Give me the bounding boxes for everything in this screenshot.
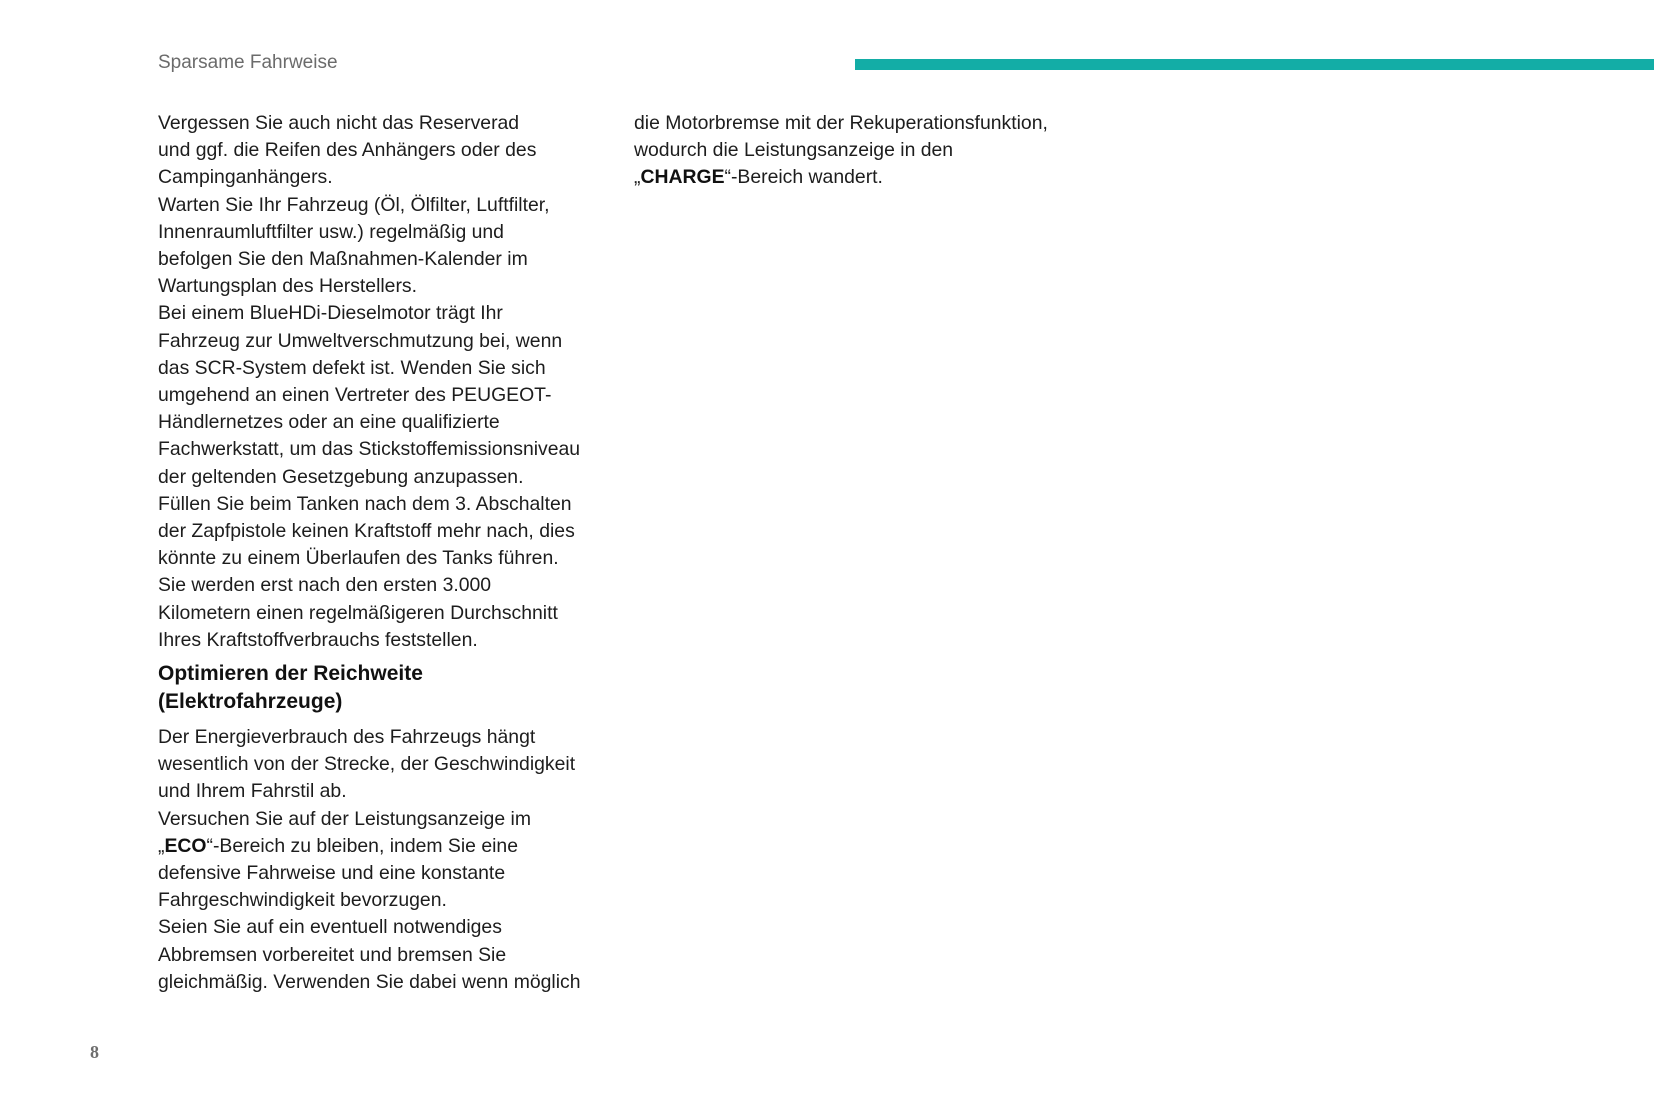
text-line: und Ihrem Fahrstil ab. <box>158 780 347 803</box>
text-line: der Zapfpistole keinen Kraftstoff mehr nach, dies <box>158 520 575 543</box>
header-accent-bar <box>855 59 1654 70</box>
text-line: der geltenden Gesetzgebung anzupassen. <box>158 465 524 488</box>
paragraph-block-2 <box>158 724 613 996</box>
quote-open: „ <box>158 834 165 857</box>
text-line: Innenraumluftfilter usw.) regelmäßig und <box>158 220 504 243</box>
paragraph-block-1 <box>158 110 613 654</box>
text-line: Ihres Kraftstoffverbrauchs feststellen. <box>158 628 478 651</box>
section-title: Sparsame Fahrweise <box>158 52 338 73</box>
eco-suffix: “-Bereich zu bleiben, indem Sie eine <box>206 834 518 857</box>
heading-line-2: (Elektrofahrzeuge) <box>158 690 343 714</box>
text-line: Füllen Sie beim Tanken nach dem 3. Abschalten <box>158 492 572 515</box>
left-column <box>158 110 613 996</box>
text-line-charge <box>634 164 1094 191</box>
text-line: wesentlich von der Strecke, der Geschwindigkeit <box>158 753 576 776</box>
text-line: Warten Sie Ihr Fahrzeug (Öl, Ölfilter, Luftfilter, <box>158 193 550 216</box>
page-number: 8 <box>90 1042 99 1062</box>
eco-label: ECO <box>164 834 207 857</box>
section-heading <box>158 660 613 716</box>
text-line: Campinganhängers. <box>158 166 333 189</box>
text-line: Fahrzeug zur Umweltverschmutzung bei, wenn <box>158 329 563 352</box>
text-line: Der Energieverbrauch des Fahrzeugs hängt <box>158 726 536 749</box>
text-line: Wartungsplan des Herstellers. <box>158 275 418 298</box>
text-line: Versuchen Sie auf der Leistungsanzeige im <box>158 807 531 830</box>
text-line: Sie werden erst nach den ersten 3.000 <box>158 574 492 597</box>
text-line: Seien Sie auf ein eventuell notwendiges <box>158 916 502 939</box>
charge-suffix: “-Bereich wandert. <box>724 166 883 189</box>
text-line: das SCR-System defekt ist. Wenden Sie sich <box>158 356 546 379</box>
text-line: Bei einem BlueHDi-Dieselmotor trägt Ihr <box>158 302 503 325</box>
text-line: die Motorbremse mit der Rekuperationsfunktion, <box>634 112 1048 134</box>
text-line: Kilometern einen regelmäßigeren Durchschnitt <box>158 601 558 624</box>
text-line: Abbremsen vorbereitet und bremsen Sie <box>158 943 507 966</box>
text-line-eco <box>158 833 613 860</box>
text-line: gleichmäßig. Verwenden Sie dabei wenn möglich <box>158 970 581 993</box>
text-line: und ggf. die Reifen des Anhängers oder des <box>158 139 537 162</box>
text-line: umgehend an einen Vertreter des PEUGEOT- <box>158 384 552 407</box>
text-line: Fachwerkstatt, um das Stickstoffemissionsniveau <box>158 438 581 461</box>
heading-line-1: Optimieren der Reichweite <box>158 662 423 686</box>
text-line: befolgen Sie den Maßnahmen-Kalender im <box>158 248 528 271</box>
charge-label: CHARGE <box>640 166 725 189</box>
quote-open: „ <box>634 166 641 189</box>
text-line: wodurch die Leistungsanzeige in den <box>634 139 954 162</box>
text-line: Händlernetzes oder an eine qualifizierte <box>158 411 500 434</box>
right-column <box>634 110 1094 192</box>
text-line: defensive Fahrweise und eine konstante <box>158 862 506 885</box>
text-line: Fahrgeschwindigkeit bevorzugen. <box>158 889 447 912</box>
text-line: könnte zu einem Überlaufen des Tanks führen. <box>158 547 559 570</box>
text-line: Vergessen Sie auch nicht das Reserverad <box>158 112 520 134</box>
